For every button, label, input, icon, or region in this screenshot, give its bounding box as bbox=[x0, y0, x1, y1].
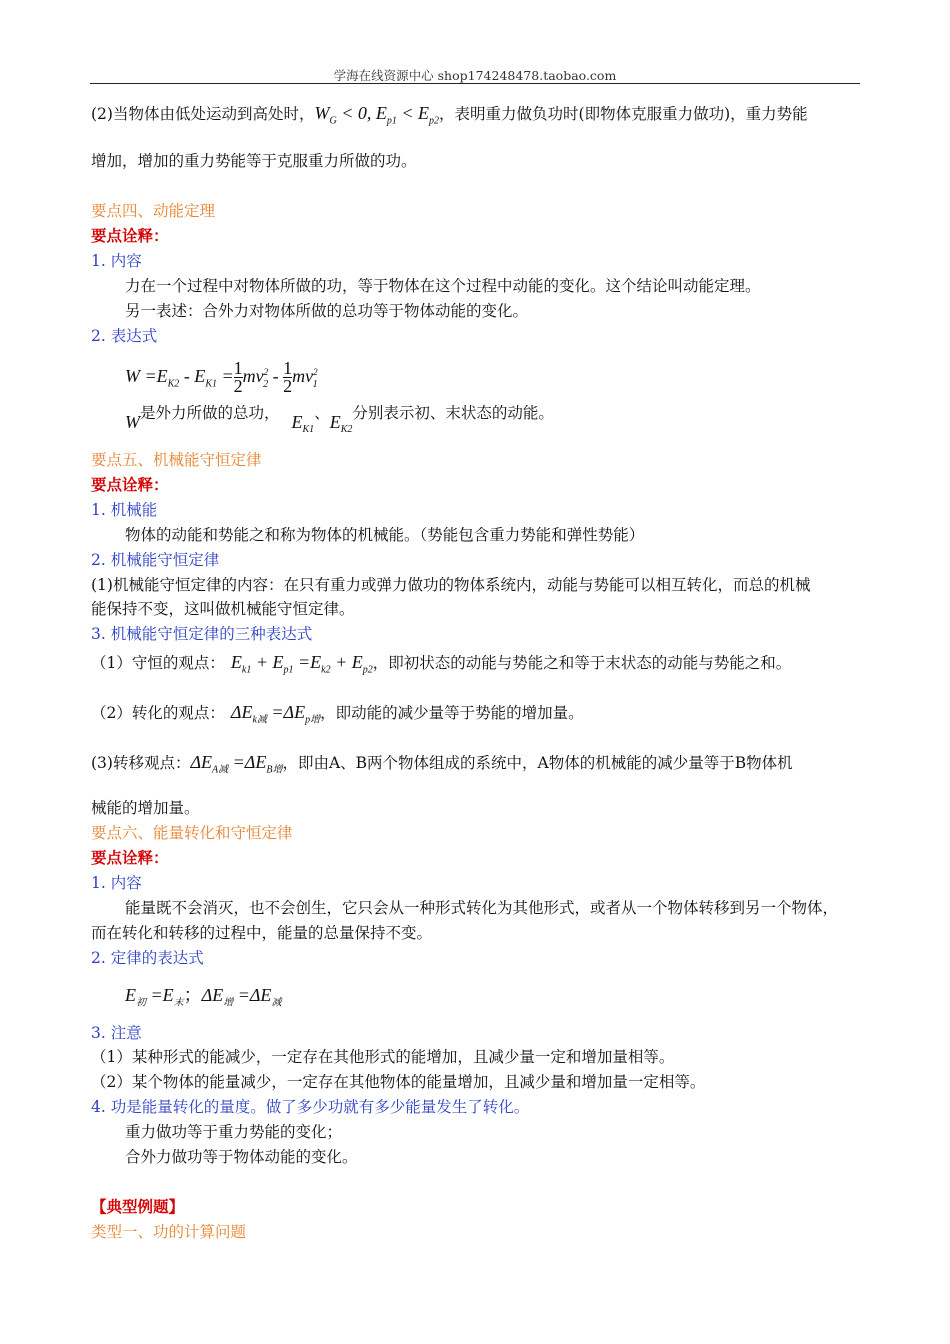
subheading: 1. 机械能 bbox=[91, 501, 158, 519]
examples-heading: 【典型例题】 bbox=[91, 1197, 185, 1216]
paragraph: 合外力做功等于物体动能的变化。 bbox=[125, 1148, 358, 1166]
viewpoint-transfer: (3)转移观点：$\Delta E_{A减} =\Delta E_{B增}$，即由A、B两个物体组成的系统中，A物体的机械能的减少量等于B物体机 bbox=[91, 752, 793, 776]
subheading: 2. 定律的表达式 bbox=[91, 949, 204, 967]
subheading: 2. 机械能守恒定律 bbox=[91, 551, 220, 569]
subheading: 1. 内容 bbox=[91, 874, 142, 892]
page-header: 学海在线资源中心 shop174248478.taobao.com bbox=[333, 68, 617, 83]
paragraph: 另一表述：合外力对物体所做的总功等于物体动能的变化。 bbox=[125, 302, 529, 320]
section-title: 要点五、机械能守恒定律 bbox=[91, 451, 262, 469]
note-label: 要点诠释： bbox=[91, 475, 169, 494]
paragraph: （2）某个物体的能量减少，一定存在其他物体的能量增加，且减少量和增加量一定相等。 bbox=[91, 1073, 706, 1091]
note-label: 要点诠释： bbox=[91, 848, 169, 867]
subheading: 1. 内容 bbox=[91, 252, 142, 270]
paragraph: 械能的增加量。 bbox=[91, 799, 200, 817]
paragraph: 力在一个过程中对物体所做的功，等于物体在这个过程中动能的变化。这个结论叫动能定理。 bbox=[125, 277, 761, 295]
formula-kinetic-theorem: $W =E_{K2} - E_{K1}$ = $\frac{1}{2}$ $mv^2_2$ - $\frac{1}{2}$ $mv^2_1$ bbox=[125, 358, 318, 397]
viewpoint-conservation: （1）守恒的观点： $E_{k1} + E_{p1} =E_{k2} + E_{p2}$，即初状态的动能与势能之和等于末状态的动能与势能之和。 bbox=[91, 652, 792, 676]
formula-description: W是外力所做的总功， $E_{K1}$、$E_{K2}$分别表示初、末状态的动能。 bbox=[125, 404, 554, 436]
subheading: 3. 机械能守恒定律的三种表达式 bbox=[91, 625, 313, 643]
text: (2)当物体由低处运动到高处时， bbox=[91, 105, 315, 123]
viewpoint-conversion: （2）转化的观点： $\Delta E_{k减} =\Delta E_{p增}$，即动能的减少量等于势能的增加量。 bbox=[91, 702, 584, 726]
formula-energy-conservation: $E_初 =E_末$；$\Delta E_增 =\Delta E_减$ bbox=[125, 985, 282, 1009]
paragraph: 重力做功等于重力势能的变化； bbox=[125, 1123, 343, 1141]
paragraph: (1)机械能守恒定律的内容：在只有重力或弹力做功的物体系统内，动能与势能可以相互转化，而总的机械 bbox=[91, 576, 811, 594]
text: ，表明重力做负功时(即物体克服重力做功)，重力势能 bbox=[439, 105, 808, 123]
note-label: 要点诠释： bbox=[91, 226, 169, 245]
paragraph-gravity-work bbox=[91, 102, 808, 127]
section-title: 要点四、动能定理 bbox=[91, 202, 216, 220]
section-title: 类型一、功的计算问题 bbox=[91, 1223, 247, 1241]
paragraph: 而在转化和转移的过程中，能量的总量保持不变。 bbox=[91, 924, 433, 942]
paragraph: 能保持不变，这叫做机械能守恒定律。 bbox=[91, 600, 355, 618]
section-title: 要点六、能量转化和守恒定律 bbox=[91, 824, 293, 842]
subheading: 3. 注意 bbox=[91, 1024, 142, 1042]
formula-wg: $W_G < 0$, $E_{p1} < E_{p2}$ bbox=[314, 103, 440, 127]
paragraph: （1）某种形式的能减少，一定存在其他形式的能增加，且减少量一定和增加量相等。 bbox=[91, 1048, 675, 1066]
paragraph: 物体的动能和势能之和称为物体的机械能。（势能包含重力势能和弹性势能） bbox=[125, 526, 645, 544]
paragraph: 能量既不会消灭，也不会创生，它只会从一种形式转化为其他形式，或者从一个物体转移到另一个物体， bbox=[125, 899, 839, 917]
paragraph: 增加，增加的重力势能等于克服重力所做的功。 bbox=[91, 152, 417, 170]
header-rule bbox=[90, 83, 860, 84]
subheading: 4. 功是能量转化的量度。做了多少功就有多少能量发生了转化。 bbox=[91, 1098, 530, 1116]
subheading: 2. 表达式 bbox=[91, 327, 158, 345]
